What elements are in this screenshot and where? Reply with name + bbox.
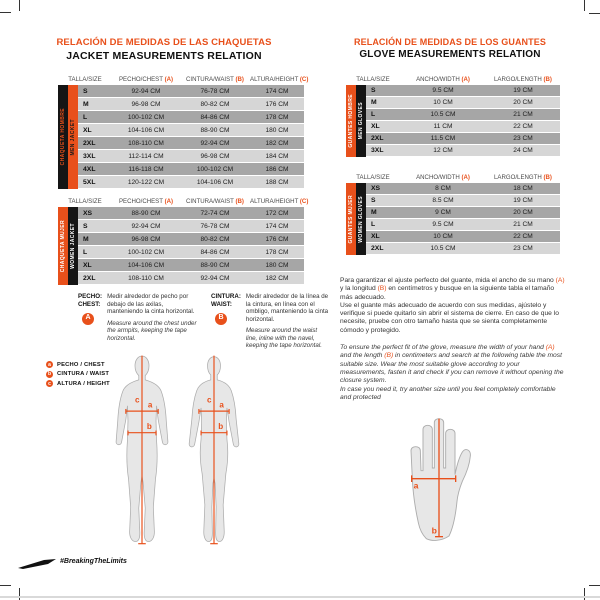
chest-text-es: Medir alrededor de pecho por debajo de las axilas, manteniendo la cinta horizontal.: [107, 293, 195, 316]
gloves-title-en: GLOVE MEASUREMENTS RELATION: [359, 49, 541, 60]
glove-instructions-en-p1: To ensure the perfect fit of the glove, measure the width of your hand (A) and the length (B) in centimeters and search at the following table the most suitable size. Wear the most suitable glove according to your measurements, fasten it and check if you can remove it without opening the closure system.: [340, 344, 564, 385]
waist-label-b: b: [146, 421, 152, 431]
table-row: 2XL 11.5 CM 23 CM: [366, 133, 560, 145]
table-row: M 10 CM 20 CM: [366, 97, 560, 109]
footer-hashtag: #BreakingTheLimits: [60, 558, 127, 565]
ref-a-inline: (A): [545, 344, 555, 352]
table-row: L 10.5 CM 21 CM: [366, 109, 560, 121]
table-row: M 96-98 CM 80-82 CM 176 CM: [78, 98, 304, 111]
hand-width-label-a: a: [413, 480, 419, 491]
glove-instructions-es-p1: Para garantizar el ajuste perfecto del guante, mida el ancho de su mano (A) y la longitud (B) en centímetros y busque en la siguiente tabla el tamaño más adecuado.: [340, 277, 565, 301]
table-row: L 100-102 CM 84-86 CM 178 CM: [78, 246, 304, 259]
chest-label-a: a: [147, 400, 153, 410]
men-jacket-table-header: TALLA/SIZE PECHO/CHEST (A) CINTURA/WAIST (B) ALTURA/HEIGHT (C): [68, 76, 309, 83]
legend-item: b CINTURA / WAIST: [47, 371, 110, 377]
women-jacket-table-header: TALLA/SIZE PECHO/CHEST (A) CINTURA/WAIST (B) ALTURA/HEIGHT (C): [68, 198, 309, 205]
crop-mark-top-left-h: [0, 12, 11, 13]
men-gloves-table-header: TALLA/SIZE ANCHO/WIDTH (A) LARGO/LENGTH (B): [356, 76, 552, 83]
table-row: 3XL 12 CM 24 CM: [366, 145, 560, 157]
table-row: XL 104-106 CM 88-90 CM 180 CM: [78, 124, 304, 137]
women-jacket-side-labels: [58, 207, 78, 285]
men-gloves-table: [346, 74, 560, 157]
women-gloves-table: [346, 172, 560, 255]
table-row: M 96-98 CM 80-82 CM 176 CM: [78, 233, 304, 246]
table-row: M 9 CM 20 CM: [366, 207, 560, 219]
table-row: 2XL 108-110 CM 92-94 CM 182 CM: [78, 137, 304, 150]
table-row: 5XL 120-122 CM 104-106 CM 188 CM: [78, 176, 304, 189]
table-row: L 100-102 CM 84-86 CM 178 CM: [78, 111, 304, 124]
women-gloves-label-es: GUANTES MUJER: [348, 194, 354, 244]
crop-mark-bottom-left-v: [19, 588, 20, 600]
table-row: 3XL 112-114 CM 96-98 CM 184 CM: [78, 150, 304, 163]
table-row: L 9.5 CM 21 CM: [366, 219, 560, 231]
crop-mark-top-right-h: [589, 13, 600, 14]
measuring-guide: [78, 293, 330, 350]
female-figure-diagram: [180, 354, 248, 548]
men-jacket-label-es: CHAQUETA HOMBRE: [60, 108, 66, 166]
waist-label-es: CINTURA:: [211, 293, 241, 300]
jackets-title-es: RELACIÓN DE MEDIDAS DE LAS CHAQUETAS: [56, 37, 272, 48]
table-row: S 9.5 CM 19 CM: [366, 85, 560, 97]
waist-label-en: WAIST:: [211, 300, 232, 308]
waist-text-es: Medir alrededor de la línea de la cintura, en línea con el ombligo, manteniendo la cinta horizontal.: [245, 293, 329, 323]
hand-diagram: [402, 404, 476, 544]
men-jacket-label-en: MEN JACKET: [70, 118, 76, 156]
chest-label-en: CHEST:: [78, 300, 101, 308]
waist-label-b: b: [218, 421, 224, 431]
women-gloves-side-labels: [346, 183, 366, 255]
men-gloves-label-en: MEN GLOVES: [358, 102, 364, 140]
crop-mark-bottom-right-h: [589, 585, 600, 586]
chest-label-a: a: [219, 400, 224, 410]
glove-instructions: [340, 277, 567, 402]
legend-item: c ALTURA / HEIGHT: [46, 380, 110, 387]
men-gloves-side-labels: [346, 85, 366, 157]
ref-a-badge: A: [82, 313, 94, 325]
measurement-legend: [46, 361, 110, 390]
gloves-title-es: RELACIÓN DE MEDIDAS DE LOS GUANTES: [354, 37, 546, 47]
waist-text-en: Measure around the waist line, inline with the navel, keeping the tape horizontal.: [245, 327, 322, 350]
women-jacket-table: [58, 196, 309, 285]
table-row: 4XL 116-118 CM 100-102 CM 186 CM: [78, 163, 304, 176]
table-row: S 92-94 CM 76-78 CM 174 CM: [78, 85, 304, 98]
crop-mark-bottom-right-v: [584, 588, 585, 600]
gloves-title-block: [334, 37, 566, 60]
jackets-title-block: [36, 37, 292, 62]
crop-mark-top-right-v: [584, 0, 585, 11]
table-row: XS 8 CM 18 CM: [366, 183, 560, 195]
ref-b-inline: (B): [384, 352, 394, 360]
women-jacket-label-es: CHAQUETA MUJER: [60, 219, 66, 273]
table-row: 2XL 10.5 CM 23 CM: [366, 243, 560, 255]
table-row: S 8.5 CM 19 CM: [366, 195, 560, 207]
height-label-c: c: [134, 395, 140, 405]
table-row: 2XL 108-110 CM 92-94 CM 182 CM: [78, 272, 304, 285]
height-label-c: c: [206, 395, 212, 405]
page-bottom-edge: [0, 596, 600, 598]
men-jacket-table: [58, 74, 309, 189]
men-gloves-label-es: GUANTES HOMBRE: [348, 94, 354, 148]
table-row: XL 11 CM 22 CM: [366, 121, 560, 133]
table-row: XL 104-106 CM 88-90 CM 180 CM: [78, 259, 304, 272]
women-gloves-label-en: WOMEN GLOVES: [358, 195, 364, 243]
hand-length-label-b: b: [431, 525, 437, 536]
ref-a-inline: (A): [555, 277, 565, 284]
chest-text-en: Measure around the chest under the armpits, keeping the tape horizontal.: [107, 319, 197, 342]
legend-item: a PECHO / CHEST: [46, 361, 110, 368]
crop-mark-top-left-v: [19, 0, 20, 11]
glove-instructions-es-p2: Use el guante más adecuado de acuerdo con sus medidas, ajústelo y verifique si puede quitarlo sin abrir el sistema de cierre. En caso de que lo necesite, pruebe con otro tamaño hasta que se sienta completamente cómodo y protegido.: [340, 301, 559, 334]
ref-b-inline: (B): [377, 285, 387, 293]
ref-b-badge: B: [215, 313, 227, 325]
waist-measure-guide: [211, 293, 330, 350]
women-gloves-table-header: TALLA/SIZE ANCHO/WIDTH (A) LARGO/LENGTH (B): [356, 174, 552, 181]
jackets-title-en: JACKET MEASUREMENTS RELATION: [66, 50, 262, 62]
brand-swoosh-logo: [18, 559, 56, 569]
women-jacket-label-en: WOMEN JACKET: [70, 223, 76, 269]
glove-instructions-en-p2: In case you need it, try another size until you feel completely comfortable and protected: [340, 385, 556, 401]
male-figure-diagram: [108, 354, 176, 548]
crop-mark-bottom-left-h: [0, 585, 11, 586]
chest-measure-guide: [78, 293, 197, 350]
table-row: XS 88-90 CM 72-74 CM 172 CM: [78, 207, 304, 220]
men-jacket-side-labels: [58, 85, 78, 189]
table-row: S 92-94 CM 76-78 CM 174 CM: [78, 220, 304, 233]
chest-label-es: PECHO:: [78, 293, 103, 300]
table-row: XL 10 CM 22 CM: [366, 231, 560, 243]
